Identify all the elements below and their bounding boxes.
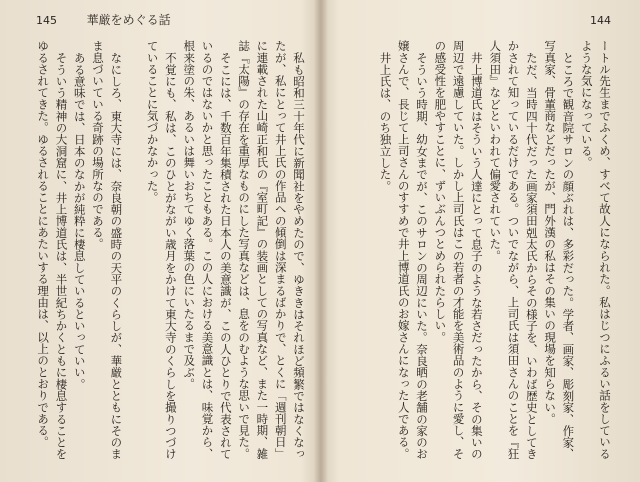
right-paragraph-3: ただ、当時四十代だった画家須田剋太氏からその様子を、いわば歴史としてきかされて知っているだけである。ついでながら、上司氏は須田さんのことを『狂人須田』などといわれて偏愛されていた。: [488, 40, 539, 460]
right-paragraph-5: そういう時期、幼女までが、このサロンの周辺にいた。奈良晒の老舗の家のお嬢さんで、長じて上司さんのすすめで井上博道氏のお嫁さんになった人である。: [396, 40, 430, 460]
left-paragraph-5: ある意味では、日本のなかが純粋に棲息しているといっていい。: [72, 51, 87, 390]
left-page-header: [36, 13, 171, 28]
left-page-text: [28, 40, 308, 470]
left-paragraph-4: なにしろ、東大寺には、奈良朝の盛時の天平のくらしが、華厳とともにそのまま息づいている奇跡の場所なのである。: [91, 40, 124, 460]
book-gutter: [314, 0, 328, 482]
left-paragraph-1: 私も昭和三十年代に新聞社をやめたので、ゆききはそれほど頻繁ではなくなったが、私にとって井上氏の作品への傾倒は深まるばかりで、とくに「週刊朝日」に連載された山崎正和氏の『室町記』の装画としての写真など、また一時期、雑誌『太陽』の存在を重厚なものにした写真などは、息をのむような思いで見た。: [237, 40, 306, 460]
left-page-number: 145: [36, 14, 57, 27]
left-paragraph-6: そういう精神の大洞窟に、井上博道氏は、半世紀ちかくともに棲息することをゆるされてきた。ゆるされることにあたいする理由は、以上のとおりである。: [36, 40, 69, 460]
right-paragraph-2: ところで観音院サロンの顔ぶれは、多彩だった。学者、画家、彫刻家、作家、写真家、骨董商などだったが、門外漢の私はその集いの現場を知らない。: [543, 40, 576, 460]
right-page-header: [590, 13, 611, 28]
running-head: 華厳をめぐる話: [86, 13, 171, 27]
right-paragraph-1: ートル先生までふくめ、すべて故人になられた。私はじつにふるい話をしているような気になっている。: [579, 40, 612, 460]
right-page-text: [336, 40, 614, 470]
left-paragraph-3: 不覚にも、私は、このひとがながい歳月をかけて東大寺のくらしを撮りつづけていることに気づかなかった。: [145, 40, 178, 460]
right-paragraph-6: 井上氏は、のち独立した。: [378, 51, 393, 192]
right-paragraph-4: 井上博道氏はそういう人達にとって息子のような若さだったから、その集いの周辺で遠慮していた。しかし上司氏はこの若者の才能を美術品のように愛し、その感受性を肥やすことに、ずいぶんつとめられたらしい。: [433, 40, 484, 460]
right-page-number: 144: [590, 14, 611, 27]
left-paragraph-2: そこには、千数百年集積された日本人の美意識が、この人ひとりで代表されているのではないかと思ったこともある。この人における美意識とは、味覚から、根来塗の朱、あるいは舞いおちてゆく落葉の色にいたるまで及ぶ。: [182, 40, 233, 460]
